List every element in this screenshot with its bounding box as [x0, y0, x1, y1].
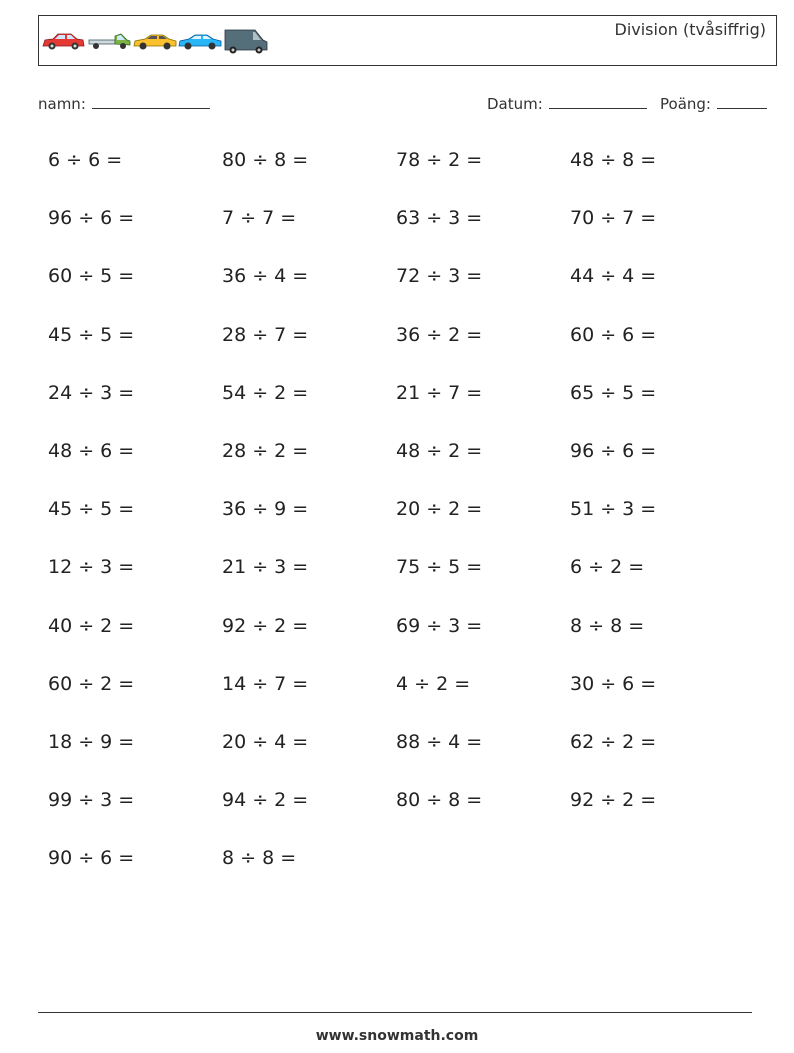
problem-item: 54 ÷ 2 =: [222, 381, 309, 404]
yellow-car-icon: [134, 35, 176, 50]
problem-item: 80 ÷ 8 =: [222, 149, 309, 171]
name-field: [38, 94, 210, 113]
blue-car-icon: [179, 35, 221, 50]
problem-item: 21 ÷ 3 =: [222, 556, 309, 579]
score-blank[interactable]: [717, 94, 767, 109]
problem-item: 70 ÷ 7 =: [570, 207, 657, 230]
problem-item: 62 ÷ 2 =: [570, 730, 657, 753]
problem-grid: [48, 145, 744, 901]
problem-item: 6 ÷ 6 =: [48, 149, 123, 171]
problem-item: 96 ÷ 6 =: [48, 207, 135, 230]
problem-item: 94 ÷ 2 =: [222, 789, 309, 812]
problem-item: 48 ÷ 6 =: [48, 439, 135, 462]
score-field: [660, 94, 767, 113]
red-car-icon: [43, 34, 84, 50]
problem-item: 6 ÷ 2 =: [570, 556, 645, 579]
problem-item: 45 ÷ 5 =: [48, 323, 135, 346]
problem-item: 72 ÷ 3 =: [396, 265, 483, 288]
problem-item: 36 ÷ 4 =: [222, 265, 309, 288]
problem-item: 8 ÷ 8 =: [570, 614, 645, 637]
date-label: Datum:: [487, 95, 543, 113]
problem-item: 75 ÷ 5 =: [396, 556, 483, 579]
problem-item: 36 ÷ 9 =: [222, 498, 309, 521]
worksheet-title: Division (tvåsiffrig): [614, 20, 766, 39]
problem-item: 48 ÷ 2 =: [396, 439, 483, 462]
problem-item: 24 ÷ 3 =: [48, 381, 135, 404]
problem-item: 48 ÷ 8 =: [570, 149, 657, 171]
problem-item: 96 ÷ 6 =: [570, 439, 657, 462]
problem-item: 21 ÷ 7 =: [396, 381, 483, 404]
problem-item: 92 ÷ 2 =: [222, 614, 309, 637]
problem-item: 20 ÷ 4 =: [222, 730, 309, 753]
problem-item: 51 ÷ 3 =: [570, 498, 657, 521]
name-label: namn:: [38, 95, 86, 113]
name-blank[interactable]: [92, 94, 210, 109]
problem-item: 7 ÷ 7 =: [222, 207, 297, 230]
problem-item: 8 ÷ 8 =: [222, 847, 297, 870]
truck-icon: [89, 34, 130, 49]
problem-item: 78 ÷ 2 =: [396, 149, 483, 171]
date-blank[interactable]: [549, 94, 647, 109]
problem-item: 28 ÷ 2 =: [222, 439, 309, 462]
footer-website: www.snowmath.com: [315, 1028, 479, 1044]
problem-item: 65 ÷ 5 =: [570, 381, 657, 404]
footer-divider: [38, 1012, 752, 1013]
problem-item: 99 ÷ 3 =: [48, 789, 135, 812]
van-icon: [225, 30, 267, 54]
problem-item: 20 ÷ 2 =: [396, 498, 483, 521]
problem-item: 30 ÷ 6 =: [570, 672, 657, 695]
problem-item: 45 ÷ 5 =: [48, 498, 135, 521]
problem-item: 36 ÷ 2 =: [396, 323, 483, 346]
problem-item: 60 ÷ 6 =: [570, 323, 657, 346]
problem-item: 90 ÷ 6 =: [48, 847, 135, 870]
problem-item: 92 ÷ 2 =: [570, 789, 657, 812]
problem-item: 88 ÷ 4 =: [396, 730, 483, 753]
problem-item: 18 ÷ 9 =: [48, 730, 135, 753]
vehicle-icons: [41, 26, 271, 56]
problem-item: 28 ÷ 7 =: [222, 323, 309, 346]
date-field: [487, 94, 647, 113]
score-label: Poäng:: [660, 95, 711, 113]
problem-item: 63 ÷ 3 =: [396, 207, 483, 230]
problem-item: 60 ÷ 5 =: [48, 265, 135, 288]
problem-item: 44 ÷ 4 =: [570, 265, 657, 288]
problem-item: 69 ÷ 3 =: [396, 614, 483, 637]
problem-item: 40 ÷ 2 =: [48, 614, 135, 637]
problem-item: 12 ÷ 3 =: [48, 556, 135, 579]
header-box: [38, 15, 777, 66]
problem-item: 14 ÷ 7 =: [222, 672, 309, 695]
problem-item: 80 ÷ 8 =: [396, 789, 483, 812]
problem-item: 4 ÷ 2 =: [396, 672, 471, 695]
problem-item: 60 ÷ 2 =: [48, 672, 135, 695]
